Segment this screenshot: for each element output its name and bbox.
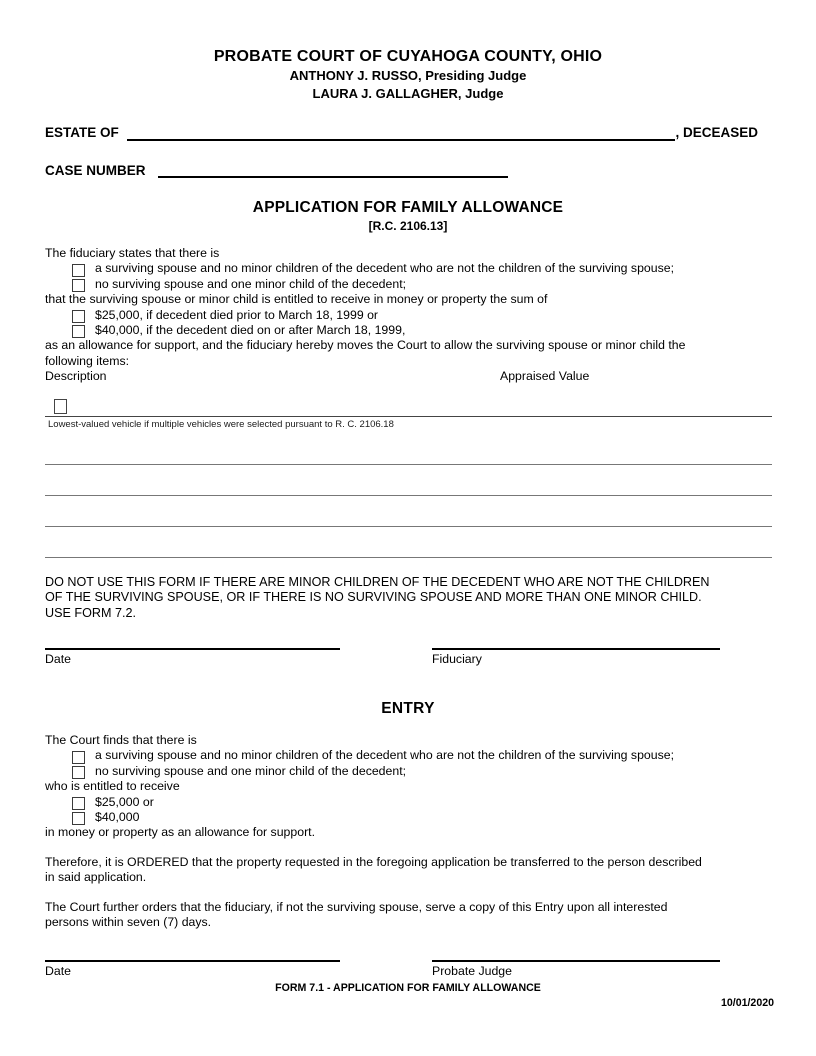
checkbox-label: no surviving spouse and one minor child of the decedent; — [95, 763, 407, 778]
fiduciary-signature-block — [432, 634, 720, 666]
entry-amount-40000-checkbox[interactable] — [72, 812, 85, 825]
checkbox-row — [45, 308, 772, 323]
entry-date-signature-line[interactable] — [45, 946, 340, 962]
warning-line: OF THE SURVIVING SPOUSE, OR IF THERE IS NO SURVIVING SPOUSE AND MORE THAN ONE MINOR CHILD. — [45, 590, 702, 605]
checkbox-row — [45, 323, 772, 338]
fiduciary-intro: The fiduciary states that there is — [45, 246, 220, 260]
item-line[interactable] — [45, 496, 772, 527]
checkbox-label: $25,000 or — [95, 794, 154, 809]
application-title: APPLICATION FOR FAMILY ALLOWANCE — [252, 199, 564, 216]
presiding-judge: ANTHONY J. RUSSO, Presiding Judge — [289, 68, 527, 83]
vehicle-note: Lowest-valued vehicle if multiple vehicles were selected pursuant to R. C. 2106.18 — [48, 419, 394, 430]
application-body — [45, 246, 772, 385]
signature-spacer — [340, 946, 432, 978]
item-list-area — [45, 391, 772, 558]
checkbox-label: $40,000 — [95, 810, 140, 825]
checkbox-row — [45, 277, 772, 292]
further-line: The Court further orders that the fiduciary, if not the surviving spouse, serve a copy of this Entry upon all interested — [45, 900, 668, 914]
entry-date-signature-block — [45, 946, 340, 978]
probate-judge-label: Probate Judge — [432, 964, 512, 978]
estate-of-label: ESTATE OF — [45, 125, 119, 140]
surviving-spouse-checkbox[interactable] — [72, 264, 85, 277]
entry-date-label: Date — [45, 964, 71, 978]
amount-25000-checkbox[interactable] — [72, 310, 85, 323]
estate-of-row — [45, 122, 758, 141]
item-line[interactable] — [45, 527, 772, 558]
court-name: PROBATE COURT OF CUYAHOGA COUNTY, OHIO — [213, 48, 603, 65]
checkbox-row — [45, 261, 772, 276]
further-orders-paragraph — [45, 900, 772, 931]
probate-judge-signature-line[interactable] — [432, 946, 720, 962]
warning-line: DO NOT USE THIS FORM IF THERE ARE MINOR CHILDREN OF THE DECEDENT WHO ARE NOT THE CHILDREN — [45, 575, 710, 589]
item-line[interactable] — [45, 465, 772, 496]
signature-spacer — [340, 634, 432, 666]
date-label: Date — [45, 652, 71, 666]
warning-line: USE FORM 7.2. — [45, 605, 136, 620]
item-line[interactable] — [45, 433, 772, 465]
entitled-line: who is entitled to receive — [45, 779, 180, 794]
therefore-line: Therefore, it is ORDERED that the property requested in the foregoing application be transferred to the person described — [45, 855, 702, 869]
checkbox-label: a surviving spouse and no minor children of the decedent who are not the children of the surviving spouse; — [95, 261, 674, 276]
vehicle-item-checkbox[interactable] — [54, 399, 67, 414]
entry-amount-25000-checkbox[interactable] — [72, 797, 85, 810]
checkbox-label: no surviving spouse and one minor child of the decedent; — [95, 276, 407, 291]
checkbox-row — [45, 795, 772, 810]
statute-reference: [R.C. 2106.13] — [368, 219, 448, 233]
checkbox-row — [45, 748, 772, 763]
checkbox-label: a surviving spouse and no minor children of the decedent who are not the children of the surviving spouse; — [95, 748, 674, 763]
item-line[interactable] — [45, 391, 772, 417]
entry-no-surviving-spouse-checkbox[interactable] — [72, 766, 85, 779]
amount-40000-checkbox[interactable] — [72, 325, 85, 338]
estate-name-blank[interactable] — [127, 123, 676, 141]
further-line: persons within seven (7) days. — [45, 915, 212, 930]
entry-intro: The Court finds that there is — [45, 733, 197, 747]
entry-signature-row — [45, 946, 772, 978]
fiduciary-signature-line[interactable] — [432, 634, 720, 650]
application-signature-row — [45, 634, 772, 666]
checkbox-label: $40,000, if the decedent died on or after March 18, 1999, — [95, 323, 406, 338]
sum-intro: that the surviving spouse or minor child is entitled to receive in money or property the sum of — [45, 292, 548, 307]
item-columns-header — [45, 369, 772, 384]
fiduciary-label: Fiduciary — [432, 652, 482, 666]
closing-line: following items: — [45, 353, 130, 368]
checkbox-row — [45, 810, 772, 825]
appraised-value-column-label: Appraised Value — [500, 369, 590, 384]
therefore-line: in said application. — [45, 870, 147, 885]
form-warning — [45, 575, 772, 621]
date-signature-line[interactable] — [45, 634, 340, 650]
entry-body — [45, 733, 772, 841]
form-number-title: FORM 7.1 - APPLICATION FOR FAMILY ALLOWANCE — [275, 982, 541, 994]
closing-line: as an allowance for support, and the fiduciary hereby moves the Court to allow the surviving spouse or minor child the — [45, 338, 686, 353]
date-signature-block — [45, 634, 340, 666]
no-surviving-spouse-checkbox[interactable] — [72, 279, 85, 292]
case-number-blank[interactable] — [158, 160, 508, 178]
checkbox-row — [45, 764, 772, 779]
case-number-label: CASE NUMBER — [45, 163, 146, 178]
revision-date: 10/01/2020 — [720, 997, 774, 1009]
probate-judge-signature-block — [432, 946, 720, 978]
description-column-label: Description — [45, 369, 107, 384]
allowance-line: in money or property as an allowance for support. — [45, 825, 315, 840]
entry-surviving-spouse-checkbox[interactable] — [72, 751, 85, 764]
entry-title: ENTRY — [381, 700, 435, 717]
deceased-label: , DECEASED — [675, 125, 758, 140]
judge: LAURA J. GALLAGHER, Judge — [312, 86, 504, 101]
case-number-row — [45, 159, 508, 178]
court-header — [0, 46, 816, 103]
checkbox-label: $25,000, if decedent died prior to March 18, 1999 or — [95, 307, 379, 322]
therefore-paragraph — [45, 855, 772, 886]
